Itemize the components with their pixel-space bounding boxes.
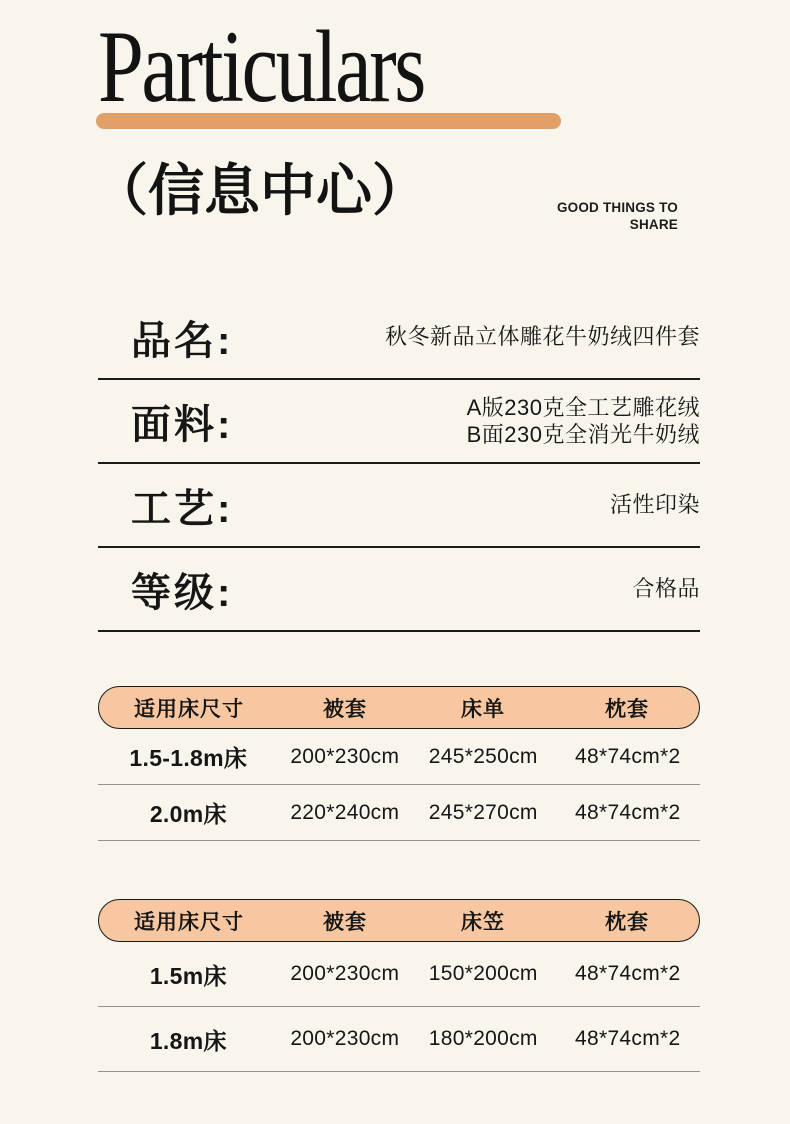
title-block <box>98 10 568 135</box>
tagline-line-1: GOOD THINGS TO <box>556 200 678 215</box>
info-label: 面料: <box>131 402 234 447</box>
table-row <box>98 729 700 785</box>
cell-duvet-cover: 200*230cm <box>290 1027 400 1050</box>
info-value-line: A版230克全工艺雕花绒 <box>466 394 700 420</box>
table-row <box>98 1007 700 1072</box>
table-row <box>98 942 700 1007</box>
cell-duvet-cover: 200*230cm <box>290 744 400 768</box>
cell-fitted-sheet: 150*200cm <box>428 962 538 985</box>
info-label: 工艺: <box>131 486 234 531</box>
header-pillowcase: 枕套 <box>605 697 649 721</box>
cell-pillowcase: 48*74cm*2 <box>575 744 681 768</box>
cell-duvet-cover: 220*240cm <box>290 800 400 824</box>
cell-flat-sheet: 245*250cm <box>428 744 538 768</box>
info-value-line: 活性印染 <box>609 492 700 518</box>
info-value-line: B面230克全消光牛奶绒 <box>466 422 700 447</box>
info-row-product-name <box>98 296 700 380</box>
tagline-line-2: SHARE <box>629 216 678 232</box>
info-value-line: 合格品 <box>632 576 700 602</box>
info-value <box>385 323 700 351</box>
info-value <box>467 394 700 449</box>
size-table-fitted-sheet <box>98 899 700 1072</box>
info-value <box>632 575 700 603</box>
header-pillowcase: 枕套 <box>605 910 649 934</box>
info-label: 品名: <box>131 318 234 363</box>
header-duvet-cover: 被套 <box>323 910 367 934</box>
cell-bed-size: 1.5-1.8m床 <box>129 745 248 771</box>
header-fitted-sheet: 床笠 <box>461 910 505 934</box>
cell-pillowcase: 48*74cm*2 <box>575 1027 681 1050</box>
size-table-header <box>98 899 700 942</box>
product-info-list <box>98 296 700 632</box>
page-title: Particulars <box>98 10 424 124</box>
size-table-flat-sheet <box>98 686 700 841</box>
cell-pillowcase: 48*74cm*2 <box>575 962 681 985</box>
content-area <box>98 296 700 1072</box>
size-table-header <box>98 686 700 729</box>
cell-bed-size: 1.8m床 <box>149 1027 227 1054</box>
info-value <box>610 491 700 519</box>
info-label: 等级: <box>131 570 234 615</box>
page-subtitle: （信息中心） <box>92 159 428 222</box>
header-duvet-cover: 被套 <box>323 697 367 721</box>
header-flat-sheet: 床单 <box>461 697 505 721</box>
info-row-craft <box>98 464 700 548</box>
cell-bed-size: 1.5m床 <box>149 962 227 989</box>
tagline <box>557 200 678 234</box>
table-row <box>98 785 700 841</box>
info-value-line: 秋冬新品立体雕花牛奶绒四件套 <box>384 324 700 350</box>
cell-flat-sheet: 245*270cm <box>428 800 538 824</box>
cell-duvet-cover: 200*230cm <box>290 962 400 985</box>
info-row-grade <box>98 548 700 632</box>
header-bed-size: 适用床尺寸 <box>134 697 244 721</box>
info-row-fabric <box>98 380 700 464</box>
header-bed-size: 适用床尺寸 <box>134 910 244 934</box>
cell-fitted-sheet: 180*200cm <box>428 1027 538 1050</box>
cell-bed-size: 2.0m床 <box>149 801 227 827</box>
cell-pillowcase: 48*74cm*2 <box>575 800 681 824</box>
